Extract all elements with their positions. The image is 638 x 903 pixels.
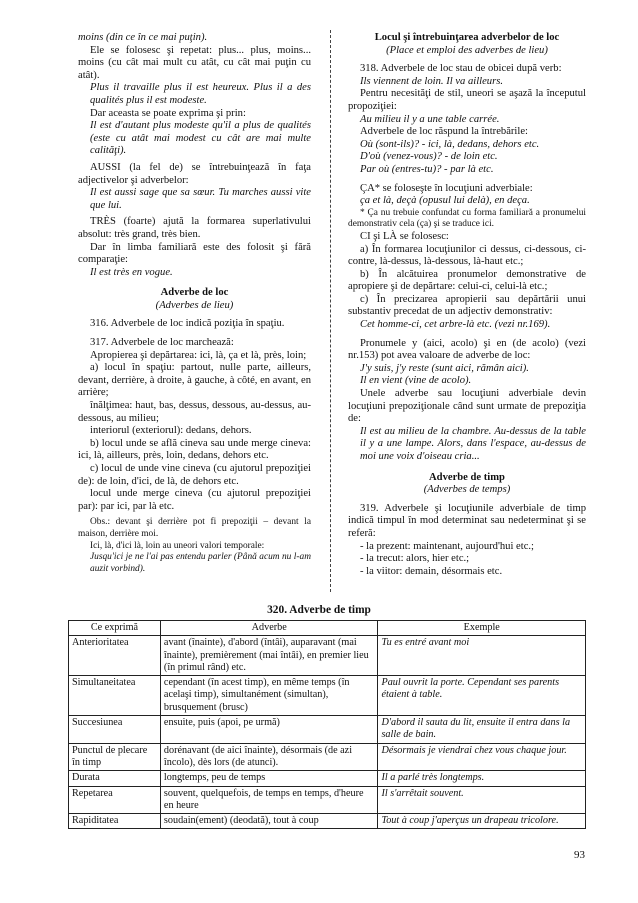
paragraph: moins (din ce în ce mai puţin).	[78, 32, 208, 43]
section-heading: Adverbe de timp	[429, 471, 505, 483]
table-cell: Succesiunea	[69, 716, 161, 744]
table-cell: Durata	[69, 771, 161, 786]
paragraph-319: 319. Adverbele şi locuţiunile adverbiale de timp indică timpul în mod determinat sau nedeterminat şi se referă:	[348, 502, 586, 539]
paragraph: b) locul unde se află cineva sau unde merge cineva: ici, là, ailleurs, près, loin, dedans, dehors etc.	[78, 437, 311, 462]
paragraph: c) locul de unde vine cineva (cu ajutorul prepoziţiei de): de loin, d'ici, de là, de dehors etc.	[78, 463, 311, 487]
example: Plus il travaille plus il est heureux. Plus il a des qualités plus il est modeste.	[90, 82, 311, 106]
example: Il est aussi sage que sa sœur. Tu marches aussi vite que lui.	[90, 187, 311, 211]
observation: Obs.: devant şi derrière pot fi prepoziţii – devant la maison, derrière moi.	[78, 517, 311, 539]
paragraph: Unele adverbe sau locuţiuni adverbiale devin locuţiuni prepoziţionale când sunt urmate de prepoziţia de:	[348, 388, 586, 425]
paragraph: Apropierea şi depărtarea: ici, là, ça et là, près, loin;	[90, 349, 307, 361]
table-title: 320. Adverbe de timp	[267, 604, 371, 616]
table-cell: Tu es entré avant moi	[378, 636, 586, 676]
table-row	[69, 814, 586, 829]
paragraph: a) locul în spaţiu: partout, nulle parte, ailleurs, devant, derrière, à droite, à gauche, à côté, en avant, en arrière;	[78, 362, 311, 399]
paragraph: Adverbele de loc răspund la întrebările:	[360, 126, 528, 138]
paragraph: TRÈS (foarte) ajută la formarea superlativului absolut: très grand, très bien.	[78, 216, 311, 240]
adverbs-of-time-table	[68, 620, 586, 829]
paragraph-318: 318. Adverbele de loc stau de obicei după verb:	[360, 63, 562, 75]
footnote: * Ça nu trebuie confundat cu forma familiară a pronumelui demonstrativ cela (ça) şi se traduce ici.	[348, 207, 586, 230]
table-cell: avant (înainte), d'abord (întâi), auparavant (mai înainte), premièrement (mai întâi), en premier lieu (în primul rând) etc.	[160, 636, 378, 676]
table-cell: Punctul de plecare în timp	[69, 743, 161, 771]
paragraph: Pronumele y (aici, acolo) şi en (de acolo) (vezi nr.153) pot avea valoare de adverbe de loc:	[348, 337, 586, 362]
table-row	[69, 676, 586, 716]
section-heading: Locul şi întrebuinţarea adverbelor de loc	[374, 32, 560, 43]
paragraph: locul unde merge cineva (cu ajutorul prepoziţiei par): par ici, par là etc.	[78, 488, 311, 512]
section-subheading: (Adverbes de lieu)	[155, 299, 234, 311]
example: Il est très en vogue.	[90, 266, 173, 278]
page-number: 93	[574, 849, 585, 861]
section-subheading: (Adverbes de temps)	[423, 484, 511, 496]
table-cell: Il a parlé très longtemps.	[378, 771, 586, 786]
table-row	[69, 786, 586, 814]
table-row	[69, 771, 586, 786]
paragraph: ÇA* se foloseşte în locuţiuni adverbiale:	[360, 182, 533, 194]
table-cell: D'abord il sauta du lit, ensuite il entra dans la salle de bain.	[378, 716, 586, 744]
table-header-row	[69, 621, 586, 636]
list-item: - la prezent: maintenant, aujourd'hui etc.;	[360, 540, 534, 552]
table-cell: ensuite, puis (apoi, pe urmă)	[160, 716, 378, 744]
observation-example: Jusqu'ici je ne l'ai pas entendu parler (Până acum nu l-am auzit vorbind).	[90, 552, 311, 574]
table-cell: Désormais je viendrai chez vous chaque jour.	[378, 743, 586, 771]
table-cell: longtemps, peu de temps	[160, 771, 378, 786]
example: Il est d'autant plus modeste qu'il a plus de qualités (este cu atât mai modest cu cât are mai multe calităţi).	[90, 120, 311, 157]
example: Ils viennent de loin. Il va ailleurs.	[360, 75, 503, 87]
table-cell: Paul ouvrit la porte. Cependant ses parents étaient à table.	[378, 676, 586, 716]
paragraph: Dar în limba familiară este des folosit şi fără comparaţie:	[78, 241, 311, 266]
example: Au milieu il y a une table carrée.	[360, 113, 500, 125]
paragraph: CI şi LÀ se folosesc:	[360, 230, 449, 242]
paragraph: a) În formarea locuţiunilor ci dessus, ci-dessous, ci-contre, là-dessus, là-dessous, là-haut etc.;	[348, 243, 586, 268]
paragraph: Dar aceasta se poate exprima şi prin:	[90, 107, 246, 119]
table-cell: souvent, quelquefois, de temps en temps, d'heure en heure	[160, 786, 378, 814]
question-line: Où (sont-ils)? - ici, là, dedans, dehors etc.	[360, 138, 540, 150]
table-cell: cependant (în acest timp), en même temps (în acelaşi timp), simultanément (simultan), brusquement (brusc)	[160, 676, 378, 716]
example: J'y suis, j'y reste (sunt aici, rămân aici).	[360, 362, 529, 374]
paragraph: Pentru necesităţi de stil, uneori se aşază la începutul propoziţiei:	[348, 88, 586, 112]
section-subheading: (Place et emploi des adverbes de lieu)	[386, 44, 548, 56]
right-column	[348, 32, 586, 578]
list-item: - la viitor: demain, désormais etc.	[360, 565, 503, 577]
paragraph: înălţimea: haut, bas, dessus, dessous, au-dessus, au-dessous, au milieu;	[78, 400, 311, 424]
paragraph: Ele se folosesc şi repetat: plus... plus, moins... moins (cu cât mai mult cu atât, cu cât mai puţin cu atât).	[78, 44, 311, 81]
left-column	[78, 32, 311, 575]
table-cell: Repetarea	[69, 786, 161, 814]
example: Cet homme-ci, cet arbre-là etc. (vezi nr.169).	[360, 319, 551, 331]
table-cell: Tout à coup j'aperçus un drapeau tricolore.	[378, 814, 586, 829]
paragraph: AUSSI (la fel de) se întrebuinţează în faţa adjectivelor şi adverbelor:	[78, 161, 311, 186]
column-header: Adverbe	[160, 621, 378, 636]
table-cell: Il s'arrêtait souvent.	[378, 786, 586, 814]
table-row	[69, 636, 586, 676]
table-cell: dorénavant (de aici înainte), désormais (de azi încolo), dès lors (de atunci).	[160, 743, 378, 771]
paragraph-316: 316. Adverbele de loc indică poziţia în spaţiu.	[90, 318, 285, 330]
paragraph: b) În alcătuirea pronumelor demonstrative de apropiere şi de depărtare: celui-ci, celui-là etc.;	[348, 268, 586, 293]
table-row	[69, 743, 586, 771]
table-cell: Rapiditatea	[69, 814, 161, 829]
table-cell: Simultaneitatea	[69, 676, 161, 716]
question-line: D'où (venez-vous)? - de loin etc.	[360, 151, 498, 163]
question-line: Par où (entres-tu)? - par là etc.	[360, 163, 494, 175]
example: Il en vient (vine de acolo).	[360, 375, 472, 387]
observation: Ici, là, d'ici là, loin au uneori valori temporale:	[90, 540, 265, 551]
example: ça et là, deçà (opusul lui delà), en deça.	[360, 195, 530, 207]
table-row	[69, 716, 586, 744]
column-header: Exemple	[378, 621, 586, 636]
example: Il est au milieu de la chambre. Au-dessus de la table il y a une lampe. Alors, dans l'espace, au-dessus de moi une voix d'oiseau cria...	[360, 425, 586, 462]
column-header: Ce exprimă	[69, 621, 161, 636]
column-divider	[330, 30, 331, 592]
paragraph: interiorul (exteriorul): dedans, dehors.	[90, 425, 252, 437]
paragraph: c) În precizarea apropierii sau depărtării unui substantiv precedat de un adjectiv demonstrativ:	[348, 293, 586, 318]
table-cell: Anterioritatea	[69, 636, 161, 676]
table-cell: soudain(ement) (deodată), tout à coup	[160, 814, 378, 829]
paragraph-317: 317. Adverbele de loc marchează:	[90, 337, 234, 349]
list-item: - la trecut: alors, hier etc.;	[360, 553, 470, 565]
section-heading: Adverbe de loc	[160, 287, 229, 299]
